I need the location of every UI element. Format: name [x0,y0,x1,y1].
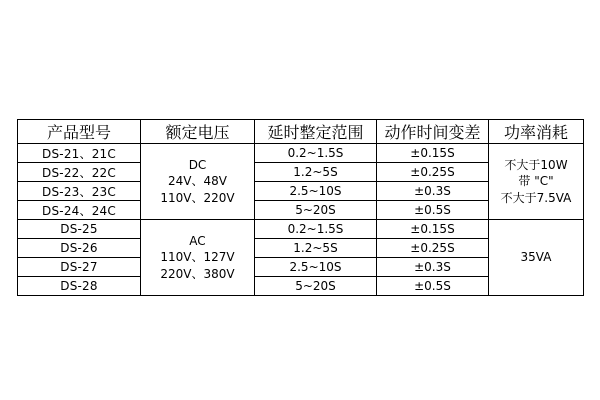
cell-time-variation: ±0.3S [377,182,489,201]
cell-delay-range: 1.2~5S [255,163,377,182]
cell-delay-range: 0.2~1.5S [255,144,377,163]
cell-time-variation: ±0.25S [377,239,489,258]
cell-model: DS-28 [18,277,141,296]
cell-time-variation: ±0.25S [377,163,489,182]
cell-delay-range: 0.2~1.5S [255,220,377,239]
column-header-voltage: 额定电压 [141,120,255,144]
specification-table [17,119,584,296]
voltage-line: 110V、127V [160,250,235,265]
cell-power-ac: 35VA [489,220,584,296]
cell-time-variation: ±0.15S [377,220,489,239]
voltage-line: 220V、380V [160,266,235,281]
power-line: 带 "C" [518,174,554,189]
cell-model: DS-21、21C [18,144,141,163]
column-header-model: 产品型号 [18,120,141,144]
table-header-row [18,120,584,144]
table-row [18,144,584,163]
cell-model: DS-24、24C [18,201,141,220]
table-row [18,220,584,239]
power-line: 不大于7.5VA [500,190,572,205]
power-line: 不大于10W [504,158,568,173]
cell-voltage-ac [141,220,255,296]
cell-time-variation: ±0.5S [377,277,489,296]
cell-time-variation: ±0.15S [377,144,489,163]
column-header-time-variation: 动作时间变差 [377,120,489,144]
cell-time-variation: ±0.3S [377,258,489,277]
voltage-line: 24V、48V [168,174,227,189]
cell-delay-range: 5~20S [255,277,377,296]
cell-model: DS-25 [18,220,141,239]
column-header-delay-range: 延时整定范围 [255,120,377,144]
cell-delay-range: 2.5~10S [255,258,377,277]
cell-time-variation: ±0.5S [377,201,489,220]
cell-voltage-dc [141,144,255,220]
cell-model: DS-23、23C [18,182,141,201]
cell-model: DS-22、22C [18,163,141,182]
voltage-line: AC [189,234,206,249]
cell-model: DS-26 [18,239,141,258]
cell-delay-range: 1.2~5S [255,239,377,258]
cell-model: DS-27 [18,258,141,277]
cell-power-dc [489,144,584,220]
voltage-line: 110V、220V [160,190,235,205]
voltage-line: DC [188,158,207,173]
cell-delay-range: 2.5~10S [255,182,377,201]
cell-delay-range: 5~20S [255,201,377,220]
column-header-power: 功率消耗 [489,120,584,144]
